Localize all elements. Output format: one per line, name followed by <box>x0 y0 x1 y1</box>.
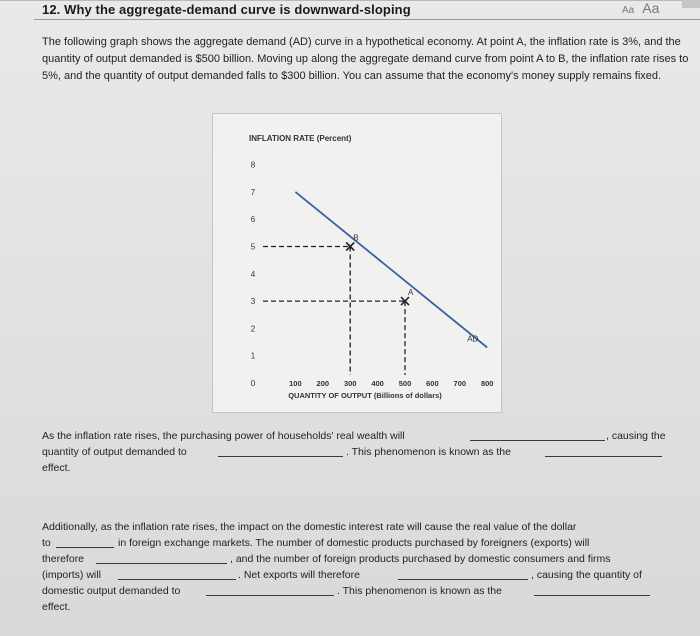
p2-text-2: to <box>42 537 51 549</box>
ad-curve-line <box>295 192 487 348</box>
x-tick-label: 400 <box>371 379 384 388</box>
p1-text-5: effect. <box>42 462 71 474</box>
top-border <box>0 0 700 1</box>
p2-row-5 <box>42 583 692 599</box>
x-tick-label: 600 <box>426 379 439 388</box>
wealth-effect-dropdown-1[interactable] <box>470 440 605 441</box>
exchange-dropdown-4[interactable] <box>398 579 528 580</box>
p2-text-1: Additionally, as the inflation rate rises, the impact on the domestic interest rate will cause the real value of the dollar <box>42 521 577 533</box>
x-axis-title: QUANTITY OF OUTPUT (Billions of dollars) <box>288 391 442 400</box>
p2-text-8: , causing the quantity of <box>531 569 642 581</box>
x-tick-label: 700 <box>453 379 467 388</box>
exchange-dropdown-6[interactable] <box>534 595 650 596</box>
paragraph-exchange-rate-effect <box>42 519 692 615</box>
p1-text-4: . This phenomenon is known as the <box>346 446 511 458</box>
y-tick-label: 4 <box>250 269 256 279</box>
p1-row-2 <box>42 444 692 460</box>
p2-row-4 <box>42 567 692 583</box>
y-tick-label: 5 <box>250 242 256 252</box>
exchange-dropdown-5[interactable] <box>206 595 334 596</box>
y-axis-title: INFLATION RATE (Percent) <box>249 134 352 143</box>
p1-text-2: , causing the <box>606 430 666 442</box>
x-tick-label: 500 <box>398 379 412 388</box>
wealth-effect-dropdown-2[interactable] <box>218 456 343 457</box>
p2-text-9: domestic output demanded to <box>42 585 181 597</box>
point-label-b: B <box>353 233 359 243</box>
p2-text-11: effect. <box>42 601 71 613</box>
p2-text-3: in foreign exchange markets. The number of domestic products purchased by foreigners (exports) will <box>118 537 590 549</box>
font-decrease-button[interactable]: Aa <box>622 5 635 16</box>
y-tick-label: 8 <box>250 160 256 170</box>
y-tick-label: 0 <box>250 379 256 388</box>
y-tick-label: 2 <box>250 324 256 334</box>
wealth-effect-dropdown-3[interactable] <box>545 456 662 457</box>
intro-paragraph: The following graph shows the aggregate demand (AD) curve in a hypothetical economy. At point A, the inflation rate is 3%, and the quantity of output demanded is $500 billion. Moving up along the aggregate demand curve from point A to B, the inflation rate rises to 5%, and the quantity of output demanded falls to $300 billion. You can assume that the economy's money supply remains fixed. <box>42 36 689 82</box>
p2-text-5: , and the number of foreign products purchased by domestic consumers and firms <box>230 553 611 565</box>
paragraph-wealth-effect <box>42 428 692 476</box>
header-divider <box>34 19 700 20</box>
ad-chart <box>213 114 503 414</box>
p2-row-2 <box>42 535 692 551</box>
question-title: 12. Why the aggregate-demand curve is downward-sloping <box>42 2 411 17</box>
corner-tab <box>682 0 700 8</box>
y-tick-label: 7 <box>250 187 256 197</box>
ad-curve-label: AD <box>467 334 479 344</box>
p1-row-3 <box>42 460 692 476</box>
font-size-controls <box>622 0 659 16</box>
p1-row-1 <box>42 428 692 444</box>
p2-text-4: therefore <box>42 553 85 565</box>
p2-row-1 <box>42 519 692 535</box>
p2-text-7: . Net exports will therefore <box>238 569 360 581</box>
p2-row-6 <box>42 599 692 615</box>
x-tick-label: 100 <box>289 379 302 388</box>
y-tick-label: 3 <box>250 297 256 307</box>
x-tick-label: 300 <box>343 379 357 388</box>
p2-text-6: (imports) will <box>42 569 101 581</box>
font-increase-button[interactable]: Aa <box>642 0 660 16</box>
x-tick-label: 800 <box>480 379 494 388</box>
p2-row-3 <box>42 551 692 567</box>
exchange-dropdown-3[interactable] <box>118 579 236 580</box>
y-tick-label: 6 <box>250 215 256 225</box>
ad-graph-panel <box>212 113 502 413</box>
exchange-dropdown-2[interactable] <box>96 563 227 564</box>
p1-text-3: quantity of output demanded to <box>42 446 187 458</box>
exchange-dropdown-1[interactable] <box>56 547 114 548</box>
y-tick-label: 1 <box>250 351 256 361</box>
p1-text-1: As the inflation rate rises, the purchasing power of households' real wealth will <box>42 430 405 442</box>
x-tick-label: 200 <box>316 379 330 388</box>
p2-text-10: . This phenomenon is known as the <box>337 585 502 597</box>
point-label-a: A <box>408 288 414 298</box>
